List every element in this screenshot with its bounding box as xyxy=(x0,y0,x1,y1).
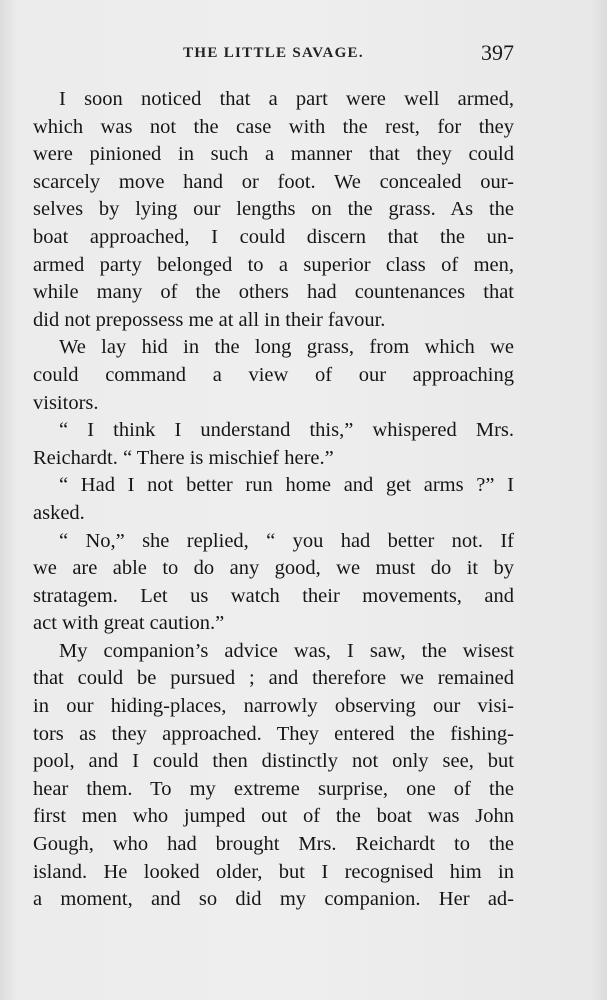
text-line: tors as they approached. They entered the fishing- xyxy=(33,722,514,745)
text-line: while many of the others had countenances that xyxy=(33,281,514,304)
text-line: did not prepossess me at all in their favour. xyxy=(33,308,386,331)
running-head xyxy=(33,40,514,72)
text-line: “ No,” she replied, “ you had better not. If xyxy=(59,529,514,552)
text-line: which was not the case with the rest, for they xyxy=(33,115,514,138)
text-line: boat approached, I could discern that the un- xyxy=(33,225,514,248)
paragraph xyxy=(33,417,514,472)
text-line: asked. xyxy=(33,501,85,524)
text-line: could command a view of our approaching xyxy=(33,363,514,386)
paragraph xyxy=(33,86,514,334)
text-line: My companion’s advice was, I saw, the wisest xyxy=(59,639,514,662)
text-line: act with great caution.” xyxy=(33,612,225,635)
text-line: first men who jumped out of the boat was John xyxy=(33,805,514,828)
text-line: “ Had I not better run home and get arms ?” I xyxy=(59,474,514,497)
text-line: scarcely move hand or foot. We concealed our- xyxy=(33,170,514,193)
body-text xyxy=(33,86,514,914)
text-line: Reichardt. “ There is mischief here.” xyxy=(33,446,334,469)
text-line: selves by lying our lengths on the grass. As the xyxy=(33,198,514,221)
text-line: a moment, and so did my companion. Her ad- xyxy=(33,888,514,911)
text-line: we are able to do any good, we must do it by xyxy=(33,557,514,580)
text-line: that could be pursued ; and therefore we remained xyxy=(33,667,514,690)
text-line: I soon noticed that a part were well armed, xyxy=(59,88,514,110)
text-line: hear them. To my extreme surprise, one of the xyxy=(33,777,514,800)
text-line: pool, and I could then distinctly not only see, but xyxy=(33,750,514,773)
text-line: We lay hid in the long grass, from which we xyxy=(59,336,514,359)
text-line: Gough, who had brought Mrs. Reichardt to the xyxy=(33,833,514,856)
running-title: THE LITTLE SAVAGE. xyxy=(183,45,364,61)
text-line: were pinioned in such a manner that they could xyxy=(33,143,514,166)
paragraph xyxy=(33,334,514,417)
paragraph xyxy=(33,638,514,914)
page-number: 397 xyxy=(481,40,514,65)
text-line: stratagem. Let us watch their movements, and xyxy=(33,584,514,607)
text-line: armed party belonged to a superior class of men, xyxy=(33,253,514,276)
text-line: “ I think I understand this,” whispered Mrs. xyxy=(59,419,514,442)
paragraph xyxy=(33,472,514,527)
text-line: visitors. xyxy=(33,391,99,414)
paragraph xyxy=(33,528,514,638)
text-line: island. He looked older, but I recognised him in xyxy=(33,860,514,883)
text-line: in our hiding-places, narrowly observing our visi- xyxy=(33,695,514,718)
